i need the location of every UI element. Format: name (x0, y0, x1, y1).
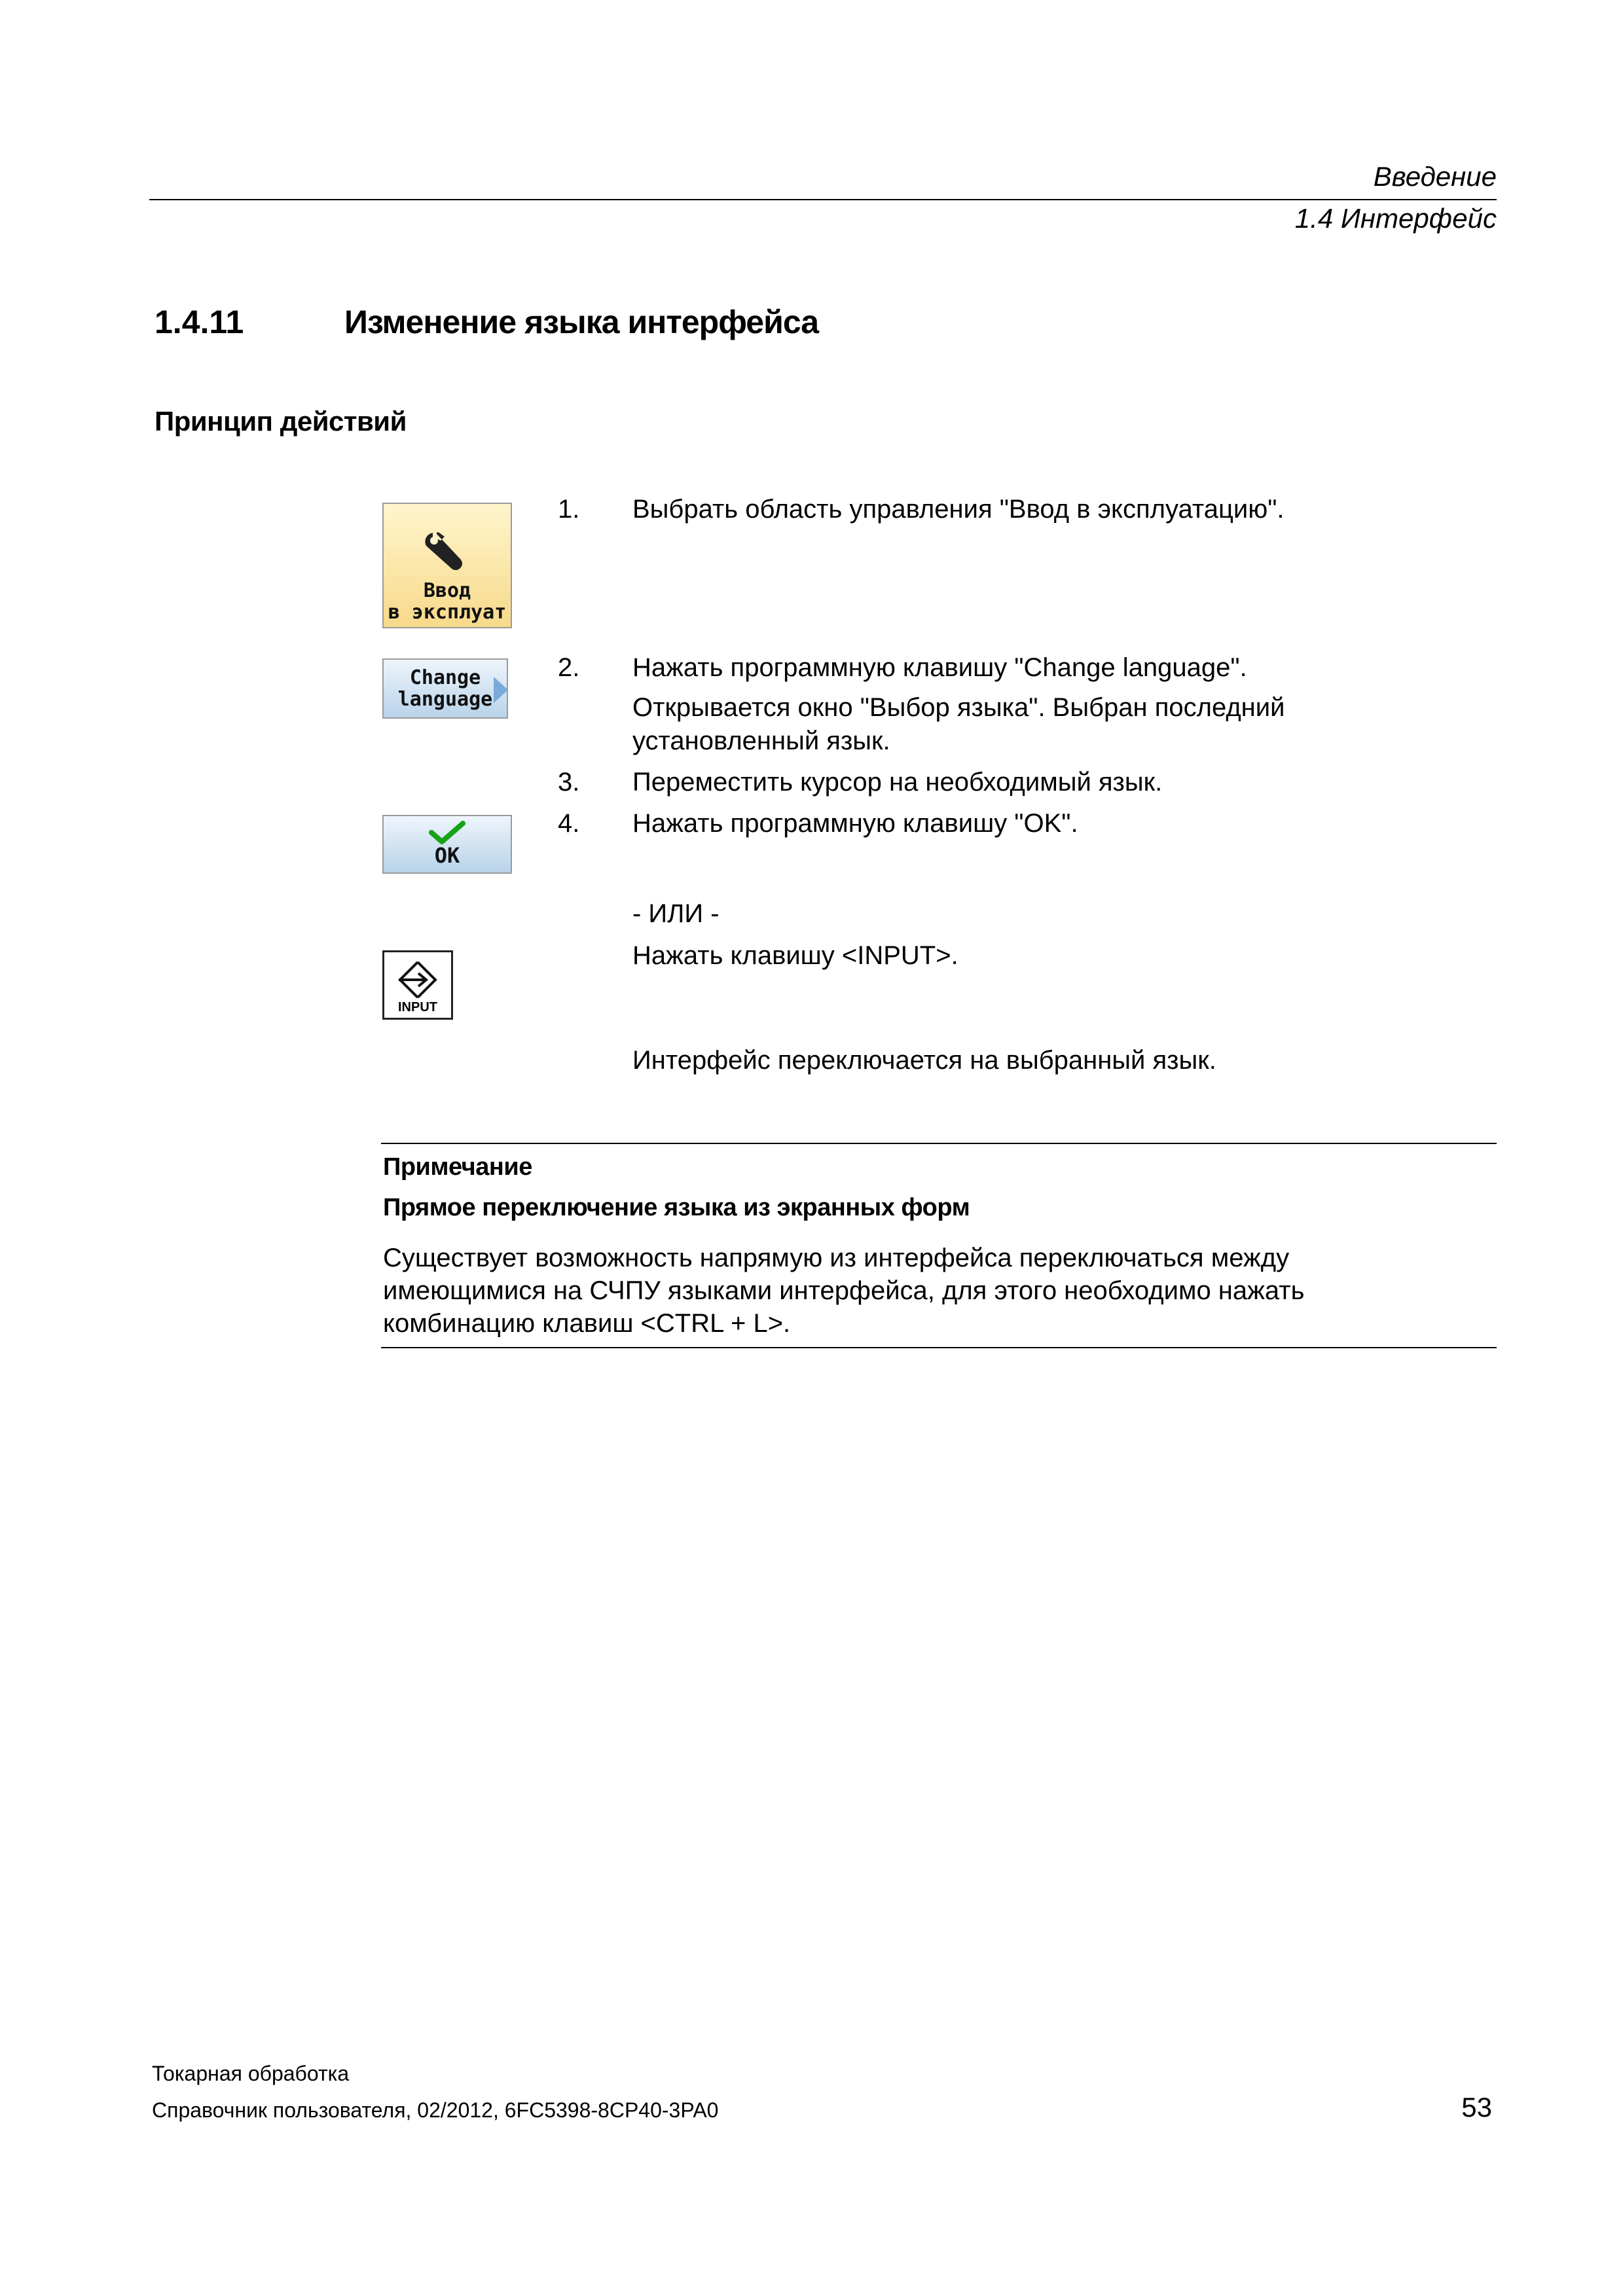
checkmark-icon (429, 821, 465, 844)
step-text: Нажать программную клавишу "Change language". (632, 653, 1247, 682)
section-title: Изменение языка интерфейса (344, 304, 819, 340)
ok-label: OK (434, 843, 460, 869)
step-text: Переместить курсор на необходимый язык. (632, 768, 1163, 797)
header-rule (149, 199, 1497, 200)
header-section: 1.4 Интерфейс (1294, 203, 1497, 234)
step-number: 3. (558, 768, 580, 797)
press-input-text: Нажать клавишу <INPUT>. (632, 941, 958, 970)
note-text: комбинацию клавиш <CTRL + L>. (383, 1309, 791, 1338)
step-text: Открывается окно "Выбор языка". Выбран последний (632, 693, 1285, 722)
note-text: имеющимися на СЧПУ языками интерфейса, для этого необходимо нажать (383, 1276, 1305, 1305)
note-bottom-rule (381, 1347, 1497, 1348)
commissioning-label-2: в эксплуат (388, 601, 507, 624)
note-top-rule (381, 1143, 1497, 1144)
header-chapter: Введение (1373, 161, 1497, 192)
section-number: 1.4.11 (155, 304, 244, 340)
input-key-label: INPUT (398, 1000, 437, 1014)
note-label: Примечание (383, 1153, 532, 1181)
subheading: Принцип действий (155, 406, 407, 437)
result-text: Интерфейс переключается на выбранный язык. (632, 1046, 1216, 1075)
step-number: 2. (558, 653, 580, 682)
step-text: установленный язык. (632, 726, 890, 755)
change-language-softkey[interactable] (382, 658, 508, 719)
footer-product: Токарная обработка (152, 2062, 350, 2085)
input-key[interactable] (382, 950, 453, 1020)
footer-manual-info: Справочник пользователя, 02/2012, 6FC5398-8CP40-3PA0 (152, 2098, 719, 2122)
change-language-label-2: language (397, 688, 493, 711)
change-language-label-1: Change (409, 666, 481, 689)
note-text: Существует возможность напрямую из интерфейса переключаться между (383, 1244, 1290, 1272)
step-number: 1. (558, 495, 580, 524)
or-text: - ИЛИ - (632, 899, 720, 928)
commissioning-label-1: Ввод (423, 579, 471, 602)
page-number: 53 (1461, 2092, 1492, 2123)
step-number: 4. (558, 809, 580, 838)
step-text: Выбрать область управления "Ввод в эксплуатацию". (632, 495, 1285, 524)
wrench-icon (421, 529, 473, 575)
ok-softkey[interactable] (382, 815, 512, 874)
input-arrow-icon (395, 960, 441, 1000)
commissioning-softkey[interactable] (382, 503, 512, 628)
note-title: Прямое переключение языка из экранных форм (383, 1194, 970, 1221)
step-text: Нажать программную клавишу "OK". (632, 809, 1078, 838)
arrow-right-icon (494, 677, 508, 703)
